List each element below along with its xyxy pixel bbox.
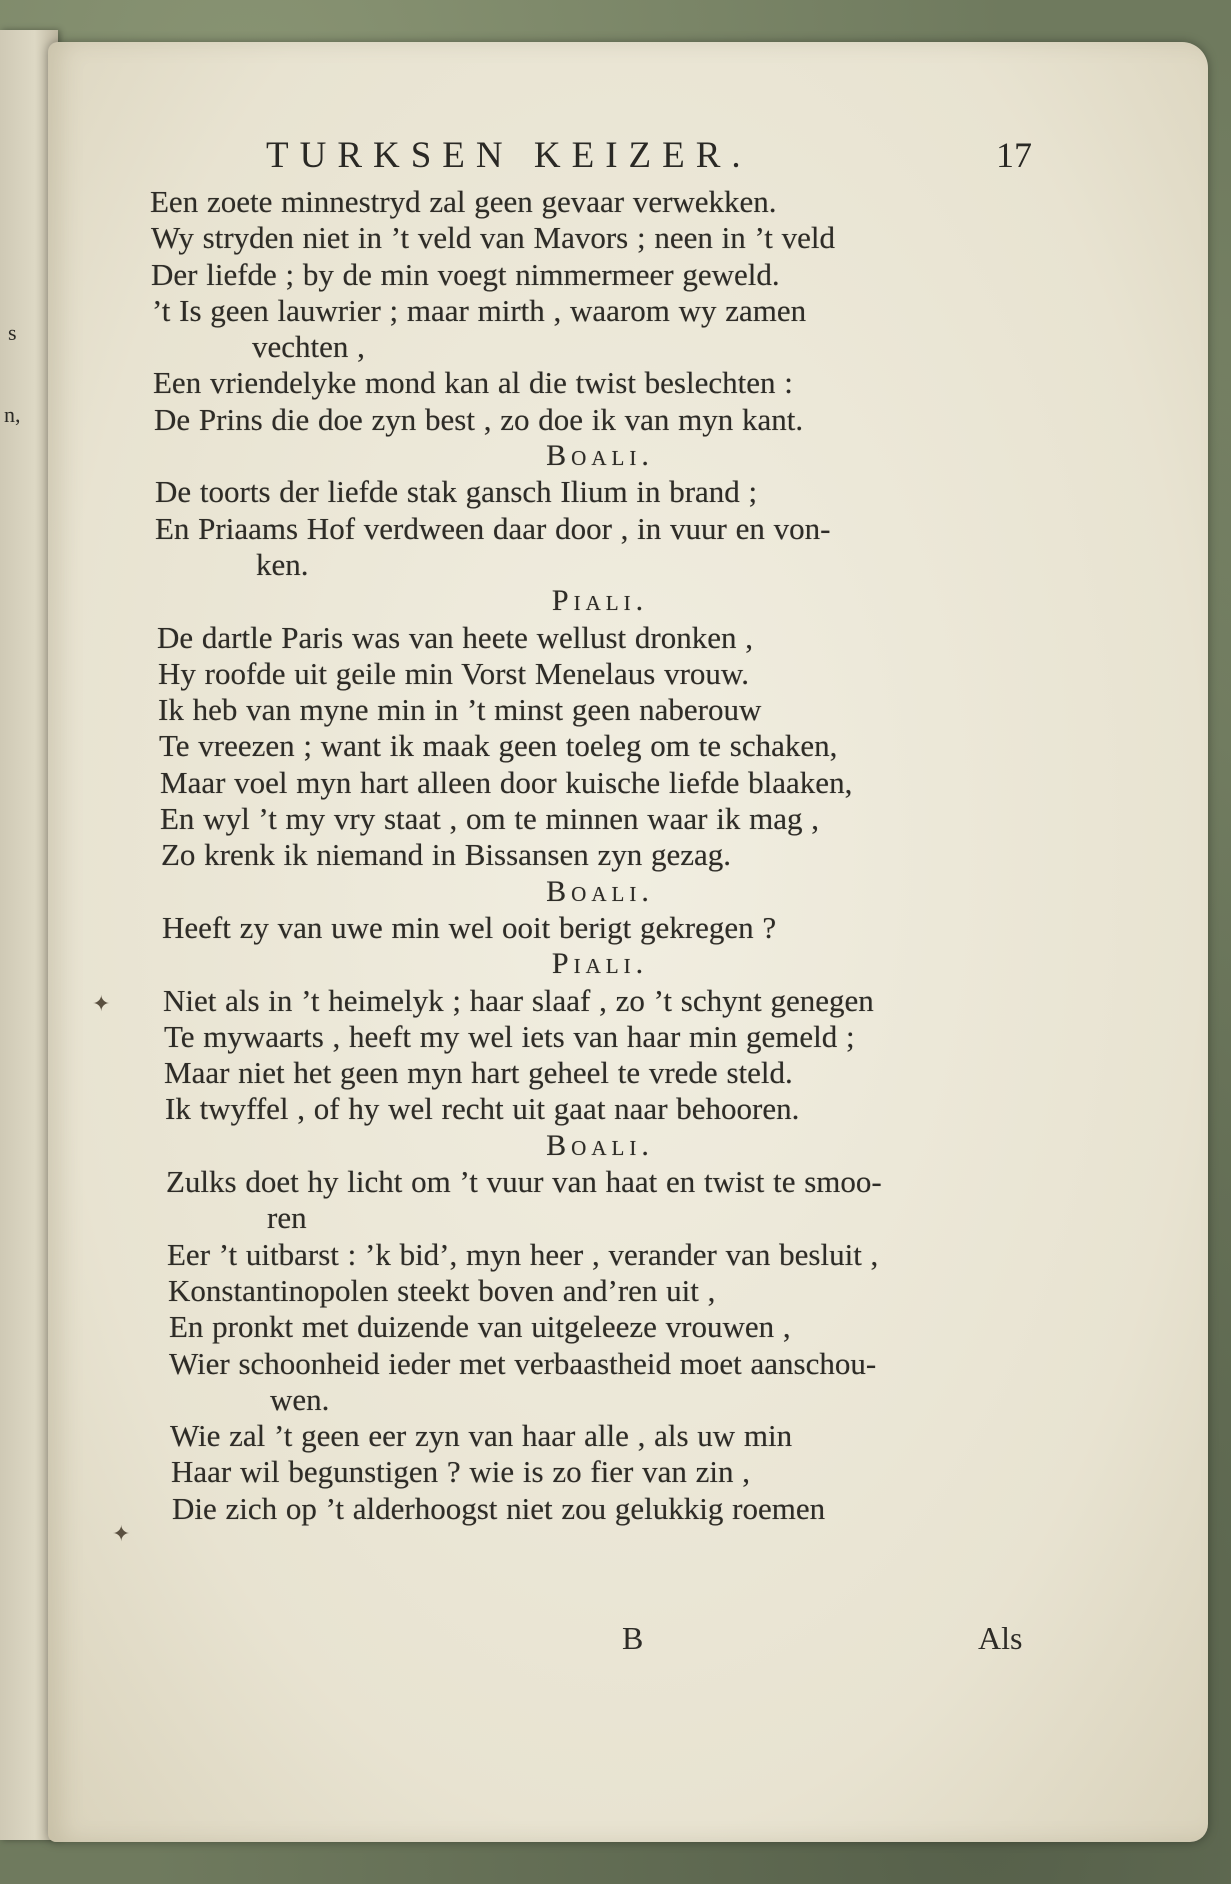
verse-line: ’t Is geen lauwrier ; maar mirth , waarom wy zamen	[152, 292, 807, 328]
verse-line: Te vreezen ; want ik maak geen toeleg om te schaken,	[159, 728, 838, 764]
verse-line: De toorts der liefde stak gansch Ilium in brand ;	[155, 474, 758, 510]
verse-line: Eer ’t uitbarst : ’k bid’, myn heer , verander van besluit ,	[167, 1236, 879, 1272]
speaker-name: Boali.	[546, 439, 654, 473]
verse-line: Een zoete minnestryd zal geen gevaar verwekken.	[150, 184, 777, 219]
verse-line: Wie zal ’t geen eer zyn van haar alle , als uw min	[170, 1418, 793, 1454]
verse-line: Heeft zy van uwe min wel ooit berigt gekregen ?	[162, 909, 777, 945]
facing-page-fragment: n,	[4, 402, 21, 427]
verse-line: Te mywaarts , heeft my wel iets van haar min gemeld ;	[164, 1018, 855, 1054]
verse-line: Niet als in ’t heimelyk ; haar slaaf , zo ’t schynt genegen	[163, 982, 874, 1018]
verse-turnover: vechten ,	[252, 329, 365, 365]
speaker-name: Boali.	[546, 1128, 654, 1162]
facing-page-fragment: s	[8, 320, 17, 345]
verse-line: Zo krenk ik niemand in Bissansen zyn gezag.	[161, 837, 732, 873]
verse-turnover: ken.	[256, 546, 309, 582]
verse-line: Een vriendelyke mond kan al die twist beslechten :	[153, 365, 793, 401]
verse-line: En wyl ’t my vry staat , om te minnen waar ik mag ,	[160, 801, 819, 837]
speaker-name: Boali.	[546, 874, 654, 908]
verse-line: Ik twyffel , of hy wel recht uit gaat naar behooren.	[165, 1091, 800, 1127]
speaker-name: Piali.	[551, 947, 649, 981]
verse-turnover: wen.	[270, 1381, 330, 1417]
page-number: 17	[996, 135, 1032, 175]
margin-mark: ✦	[112, 1522, 131, 1547]
verse-line: Der liefde ; by de min voegt nimmermeer geweld.	[151, 256, 780, 292]
verse-line: En pronkt met duizende van uitgeleeze vrouwen ,	[169, 1309, 791, 1345]
catchword: Als	[978, 1620, 1023, 1656]
verse-turnover: ren	[267, 1200, 307, 1236]
running-head: TURKSEN KEIZER.	[266, 135, 752, 176]
verse-line: En Priaams Hof verdween daar door , in vuur en von-	[155, 510, 831, 546]
verse-line: Haar wil begunstigen ? wie is zo fier van zin ,	[171, 1454, 751, 1490]
verse-line: Die zich op ’t alderhoogst niet zou gelukkig roemen	[172, 1490, 826, 1526]
verse-line: Ik heb van myne min in ’t minst geen naberouw	[158, 692, 762, 728]
verse-line: Maar niet het geen myn hart geheel te vrede steld.	[164, 1055, 793, 1091]
verse-line: Wier schoonheid ieder met verbaastheid moet aanschou-	[169, 1345, 877, 1381]
verse-line: Wy stryden niet in ’t veld van Mavors ; neen in ’t veld	[151, 220, 835, 256]
verse-line: Hy roofde uit geile min Vorst Menelaus vrouw.	[158, 655, 750, 691]
signature-mark: B	[622, 1620, 644, 1656]
verse-text-block	[150, 184, 1110, 1527]
verse-line: Zulks doet hy licht om ’t vuur van haat en twist te smoo-	[166, 1164, 882, 1200]
speaker-name: Piali.	[551, 584, 649, 618]
verse-line: Konstantinopolen steekt boven and’ren uit ,	[168, 1272, 716, 1308]
verse-line: De Prins die doe zyn best , zo doe ik van myn kant.	[154, 401, 804, 437]
page-footer	[48, 1620, 1208, 1664]
verse-line: Maar voel myn hart alleen door kuische liefde blaaken,	[160, 764, 853, 800]
margin-mark: ✦	[92, 992, 111, 1017]
verse-line: De dartle Paris was van heete wellust dronken ,	[157, 619, 753, 655]
book-page	[48, 42, 1208, 1842]
